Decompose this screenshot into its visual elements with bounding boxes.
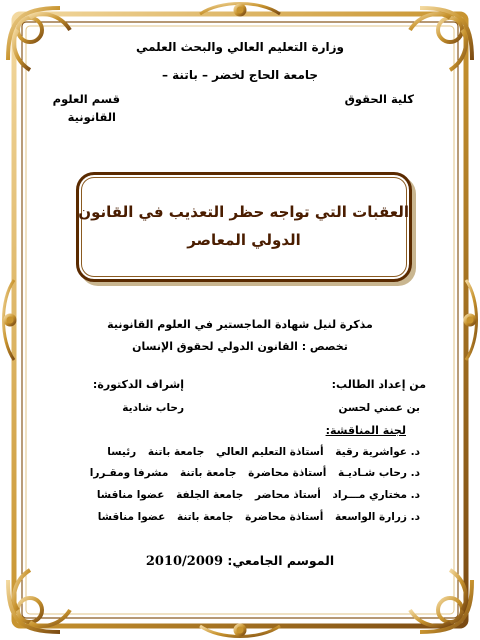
committee-member-row (99, 446, 420, 458)
academic-year-label: الموسم الجامعي: (227, 553, 335, 568)
member-rank: أستاذة محاضرة (248, 467, 327, 479)
member-university: جامعة الجلفة (176, 489, 244, 501)
member-university: جامعة باتنة (147, 446, 205, 458)
supervisor-label: إشراف الدكتورة: (92, 378, 184, 391)
university-name: جامعة الحاج لخضر – باتنة – (161, 68, 319, 82)
supervisor-name: رحاب شادية (122, 402, 184, 414)
ministry-name: وزارة التعليم العالي والبحث العلمي (135, 40, 345, 54)
student-name: بن عمني لحسن (338, 402, 420, 414)
committee-member-row (89, 489, 420, 501)
member-role: عضوا مناقشا (97, 511, 166, 523)
member-rank: أستاذة التعليم العالي (215, 446, 324, 458)
committee-member-row (90, 511, 420, 523)
member-role: عضوا مناقشا (96, 489, 165, 501)
committee-member-row (82, 467, 420, 479)
student-label: من إعداد الطالب: (331, 378, 426, 391)
committee-title: لجنة المناقشة: (325, 424, 406, 437)
department-name-line1: قسم العلوم (52, 92, 120, 106)
specialty-statement: تخصص : القانون الدولي لحقوق الإنسان (132, 340, 348, 353)
member-university: جامعة باتنة (176, 511, 234, 523)
member-role: رئيسا (107, 446, 137, 458)
academic-year-value: 2010/2009 (145, 554, 223, 569)
faculty-name: كلية الحقوق (344, 92, 414, 106)
member-role: مشرفا ومقـررا (89, 467, 169, 479)
member-rank: أستاذة محاضرة (245, 511, 324, 523)
member-name: د. رحاب شـاديـة (338, 467, 420, 479)
member-name: د. عواشرية رقية (335, 446, 420, 458)
thesis-title-line1: العقبات التي تواجه حظر التعذيب في القانون (78, 203, 409, 221)
member-university: جامعة باتنة (179, 467, 237, 479)
member-rank: أستاذ محاضر (255, 489, 321, 501)
member-name: د. زرارة الواسعة (335, 511, 420, 523)
department-name-line2: القانونية (67, 110, 116, 124)
academic-year (0, 553, 480, 569)
thesis-title-frame (76, 172, 412, 282)
degree-statement: مذكرة لنيل شهادة الماجستير في العلوم القانونية (107, 318, 373, 331)
member-name: د. مختاري مـــراد (332, 489, 420, 501)
thesis-title-line2: الدولي المعاصر (187, 231, 301, 249)
